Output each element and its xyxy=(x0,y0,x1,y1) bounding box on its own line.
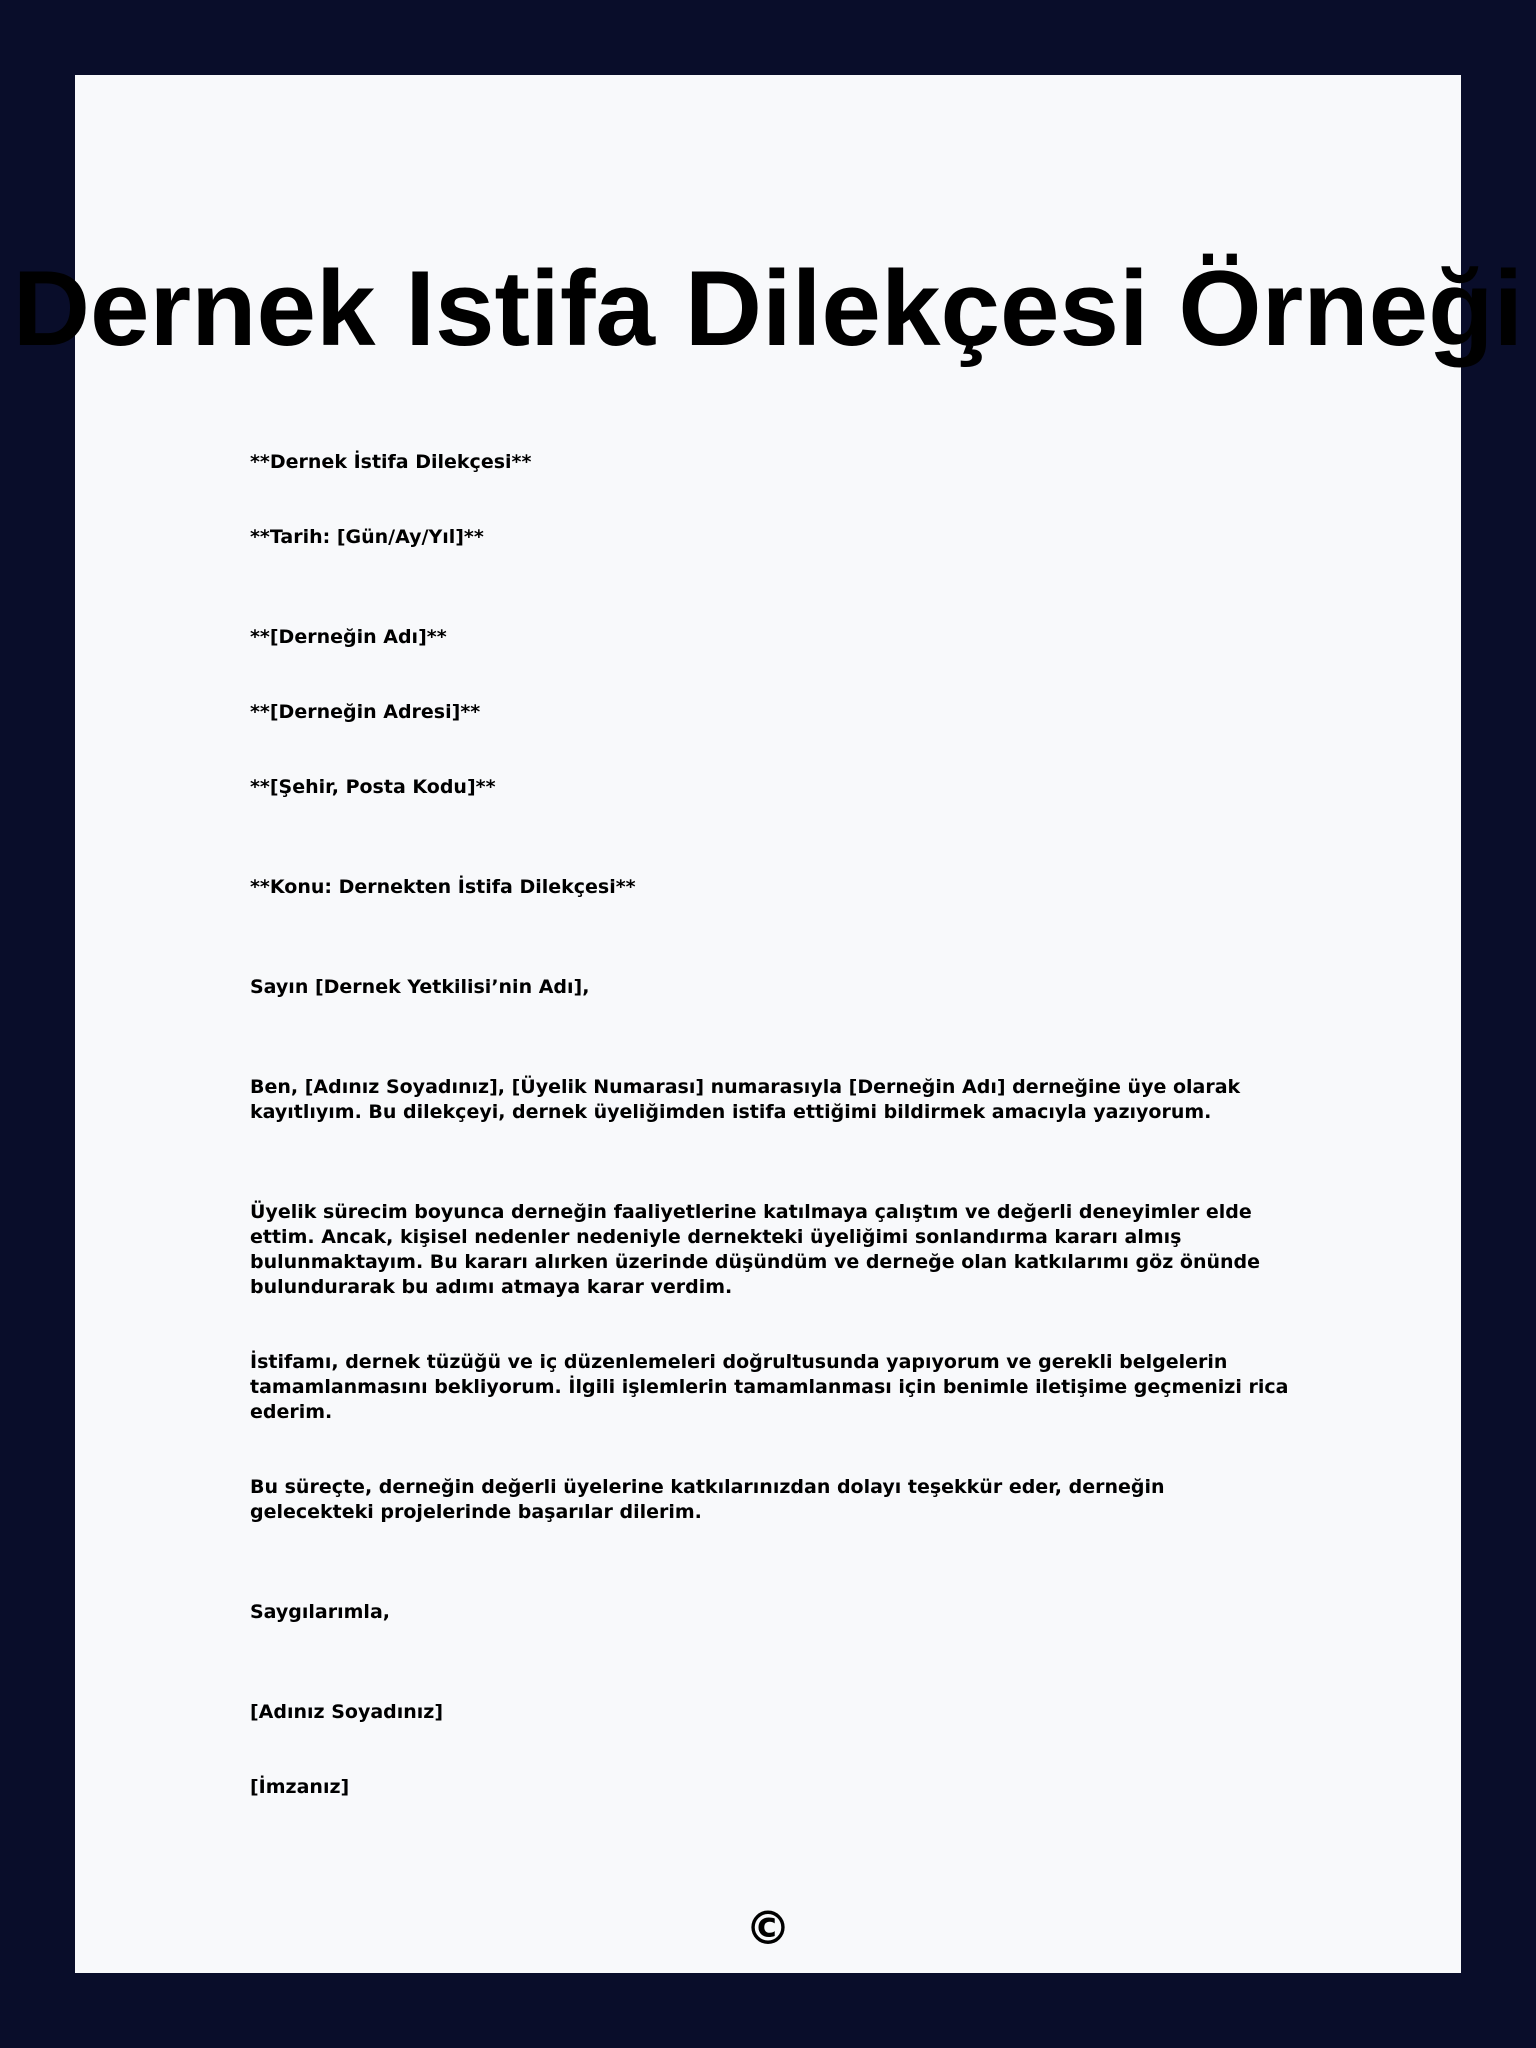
org-name: **[Derneğin Adı]** xyxy=(250,626,447,648)
org-city: **[Şehir, Posta Kodu]** xyxy=(250,776,496,798)
sender-name: [Adınız Soyadınız] xyxy=(250,1701,444,1723)
letter-heading: **Dernek İstifa Dilekçesi** xyxy=(250,451,532,473)
letter-paragraph: Bu süreçte, derneğin değerli üyelerine katkılarınızdan dolayı teşekkür eder, derneğin gelecekteki projelerinde başarılar dilerim. xyxy=(250,1476,1165,1523)
letter-paragraph: Ben, [Adınız Soyadınız], [Üyelik Numarası] numarasıyla [Derneğin Adı] derneğine üye olarak kayıtlıyım. Bu dilekçeyi, dernek üyeliğimden istifa ettiğimi bildirmek amacıyla yazıyorum. xyxy=(250,1076,1241,1123)
letter-paragraph: İstifamı, dernek tüzüğü ve iç düzenlemeleri doğrultusunda yapıyorum ve gerekli belgelerin tamamlanmasını bekliyorum. İlgili işlemlerin tamamlanması için benimle iletişime geçmenizi rica ederim. xyxy=(250,1351,1289,1423)
document-title: Dernek Istifa Dilekçesi Örneği xyxy=(12,248,1524,368)
letter-paragraph: Üyelik sürecim boyunca derneğin faaliyetlerine katılmaya çalıştım ve değerli deneyimler elde ettim. Ancak, kişisel nedenler nedeniyle dernekteki üyeliğimi sonlandırma kararı almış bulunmaktayım. Bu kararı alırken üzerinde düşündüm ve derneğe olan katkılarımı göz önünde bulundurarak bu adımı atmaya karar verdim. xyxy=(250,1201,1261,1298)
copyright-icon: © xyxy=(745,1901,791,1955)
sender-signature: [İmzanız] xyxy=(250,1776,350,1798)
letter-subject: **Konu: Dernekten İstifa Dilekçesi** xyxy=(250,876,636,898)
org-address: **[Derneğin Adresi]** xyxy=(250,701,481,723)
letter-closing: Saygılarımla, xyxy=(250,1601,390,1623)
letter-date: **Tarih: [Gün/Ay/Yıl]** xyxy=(250,526,484,548)
letter-salutation: Sayın [Dernek Yetkilisi’nin Adı], xyxy=(250,976,590,998)
